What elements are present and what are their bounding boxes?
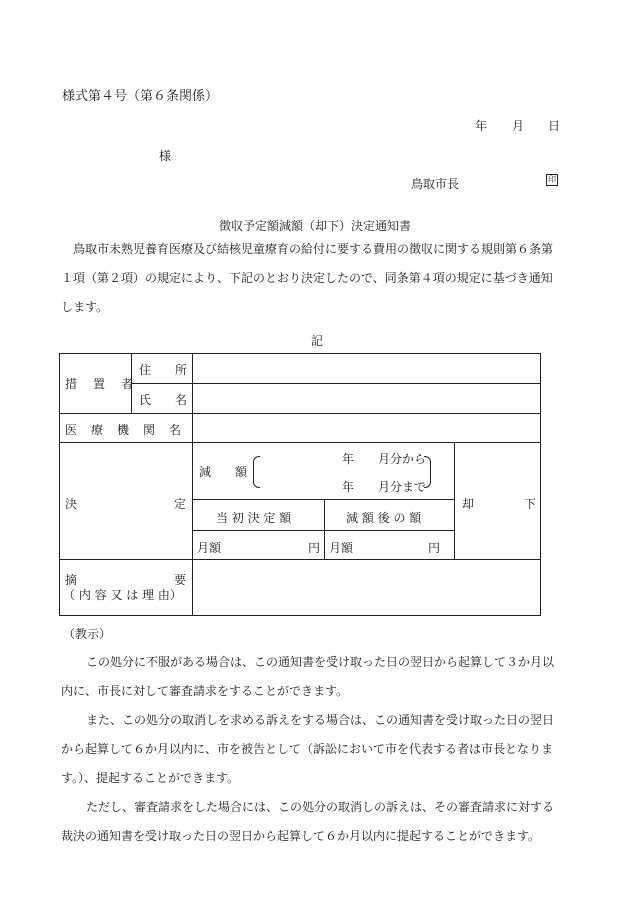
rejection-label-right: 下 — [524, 497, 537, 511]
initial-amount-header: 当 初 決 定 額 — [216, 511, 292, 525]
notice-p1-line1: この処分に不服がある場合は、この通知書を受け取った日の翌日から起算して３か月以 — [86, 655, 555, 669]
notice-heading: （教示） — [63, 627, 112, 641]
document-title: 徴収予定額減額（却下）決定通知書 — [219, 219, 412, 233]
after-yen-unit: 円 — [428, 541, 441, 555]
after-amount-header: 減 額 後 の 額 — [346, 511, 422, 525]
left-bracket — [253, 456, 260, 488]
remarks-label-right: 要 — [174, 573, 187, 587]
remarks-sub-label: （ 内 容 又 は 理 由） — [63, 588, 182, 602]
notice-p2-line2: から起算して６か月以内に、市を被告として（訴訟において市を代表する者は市長となりま — [61, 742, 554, 756]
notice-p3-line2: 裁決の通知書を受け取った日の翌日から起算して６か月以内に提起することができます。 — [61, 829, 541, 843]
ki-label: 記 — [311, 334, 324, 348]
decision-label-right: 定 — [174, 497, 187, 511]
issuer-name: 鳥取市長 — [411, 177, 460, 191]
decision-table — [59, 353, 541, 616]
initial-yen-unit: 円 — [308, 541, 321, 555]
notice-p3-line1: ただし、審査請求をした場合には、この処分の取消しの訴えは、その審査請求に対する — [86, 800, 555, 814]
seal-mark: 印 — [548, 175, 556, 184]
date-year: 年 — [475, 119, 488, 133]
medical-institution-label: 医 療 機 関 名 — [65, 423, 183, 437]
rejection-label-left: 却 — [462, 497, 475, 511]
period-from: 年 月分から — [342, 452, 427, 466]
right-bracket — [424, 456, 431, 488]
address-label: 住 所 — [139, 363, 188, 377]
notice-p2-line1: また、この処分の取消しを求める訴えをする場合は、この通知書を受け取った日の翌日 — [86, 713, 555, 727]
body-line-3: します。 — [61, 300, 109, 314]
body-line-1: 鳥取市未熟児養育医療及び結核児童療育の給付に要する費用の徴収に関する規則第６条第 — [73, 242, 554, 256]
notice-p1-line2: 内に、市長に対して審査請求をすることができます。 — [61, 684, 349, 698]
addressee-suffix: 様 — [159, 149, 172, 163]
period-to: 年 月分まで — [342, 480, 427, 494]
measure-person-label: 措 置 者 — [65, 377, 136, 391]
date-day: 日 — [548, 119, 561, 133]
initial-monthly-label: 月額 — [197, 541, 222, 555]
form-number: 様式第４号（第６条関係） — [62, 89, 219, 104]
after-monthly-label: 月額 — [329, 541, 354, 555]
name-label: 氏 名 — [139, 393, 188, 407]
reduction-label: 減 額 — [199, 465, 248, 479]
remarks-label-left: 摘 — [65, 573, 78, 587]
date-month: 月 — [512, 119, 525, 133]
notice-p2-line3: す。）、提起することができます。 — [61, 771, 240, 785]
decision-label-left: 決 — [65, 497, 78, 511]
body-line-2: １項（第２項）の規定により、下記のとおり決定したので、同条第４項の規定に基づき通知 — [61, 271, 553, 285]
